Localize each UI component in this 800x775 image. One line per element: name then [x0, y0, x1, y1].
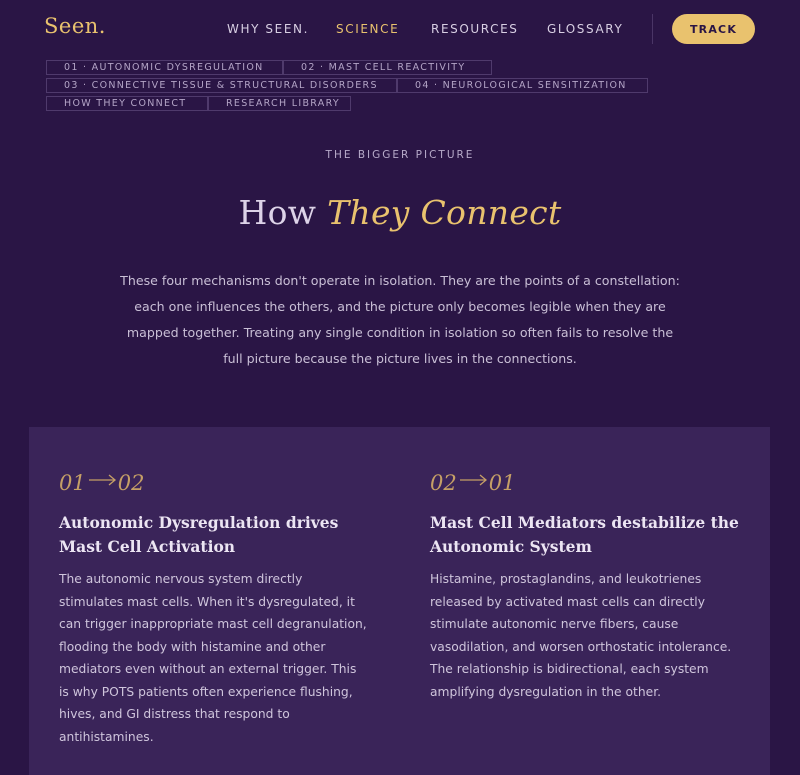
- connections-card: [29, 427, 770, 775]
- nav-link-glossary[interactable]: GLOSSARY: [547, 22, 624, 36]
- title-accent: They Connect: [327, 193, 562, 232]
- connection-body: The autonomic nervous system directly stimulates mast cells. When it's dysregulated, it can trigger inappropriate mast cell degranulation, flooding the body with histamine and other mediators even without an external trigger. This is why POTS patients often experience flushing, hives, and GI distress that respond to antihistamines.: [59, 572, 367, 744]
- subnav-tag-how-they-connect[interactable]: HOW THEY CONNECT: [46, 96, 208, 110]
- nav-link-resources[interactable]: RESOURCES: [431, 22, 519, 36]
- nav-divider: [652, 14, 653, 44]
- subnav-tag-neurological[interactable]: 04 · NEUROLOGICAL SENSITIZATION: [397, 78, 648, 92]
- page-title: [0, 193, 800, 232]
- subnav-tag-autonomic[interactable]: 01 · AUTONOMIC DYSREGULATION: [46, 60, 283, 74]
- track-button[interactable]: TRACK: [672, 14, 755, 44]
- connection-number: [59, 471, 144, 495]
- connection-number: [430, 471, 515, 495]
- subnav-tag-mast-cell[interactable]: 02 · MAST CELL REACTIVITY: [283, 60, 492, 74]
- nav-link-science[interactable]: SCIENCE: [336, 22, 400, 36]
- connection-title: Autonomic Dysregulation drives Mast Cell Activation: [59, 513, 339, 556]
- title-plain: How: [238, 193, 328, 232]
- subnav-tag-research-library[interactable]: RESEARCH LIBRARY: [208, 96, 351, 110]
- connection-to: 02: [117, 471, 145, 495]
- connection-title: Mast Cell Mediators destabilize the Autonomic System: [430, 513, 739, 556]
- intro-paragraph: These four mechanisms don't operate in isolation. They are the points of a constellation: each one influences the others, and the picture only becomes legible when they are mapped together. Treating any single condition in isolation so often fails to resolve the full picture because the picture lives in the connections.: [120, 273, 680, 366]
- arrow-right-icon: [88, 474, 118, 486]
- brand-logo[interactable]: Seen.: [44, 14, 106, 38]
- subnav-rule: [46, 74, 492, 75]
- connection-from: 01: [59, 471, 86, 495]
- section-eyebrow: THE BIGGER PICTURE: [325, 149, 475, 161]
- connection-body: Histamine, prostaglandins, and leukotrienes released by activated mast cells can directly stimulate autonomic nerve fibers, cause vasodilation, and worsen orthostatic intolerance. The relationship is bidirectional, each system amplifying dysregulation in the other.: [430, 572, 732, 699]
- subnav-rule: [46, 110, 351, 111]
- nav-link-why-seen[interactable]: WHY SEEN.: [227, 22, 310, 36]
- subnav-tag-connective-tissue[interactable]: 03 · CONNECTIVE TISSUE & STRUCTURAL DISORDERS: [46, 78, 397, 92]
- top-nav: [0, 0, 800, 58]
- connection-to: 01: [488, 471, 516, 495]
- arrow-right-icon: [459, 474, 489, 486]
- connection-from: 02: [430, 471, 457, 495]
- subnav-rule: [46, 92, 648, 93]
